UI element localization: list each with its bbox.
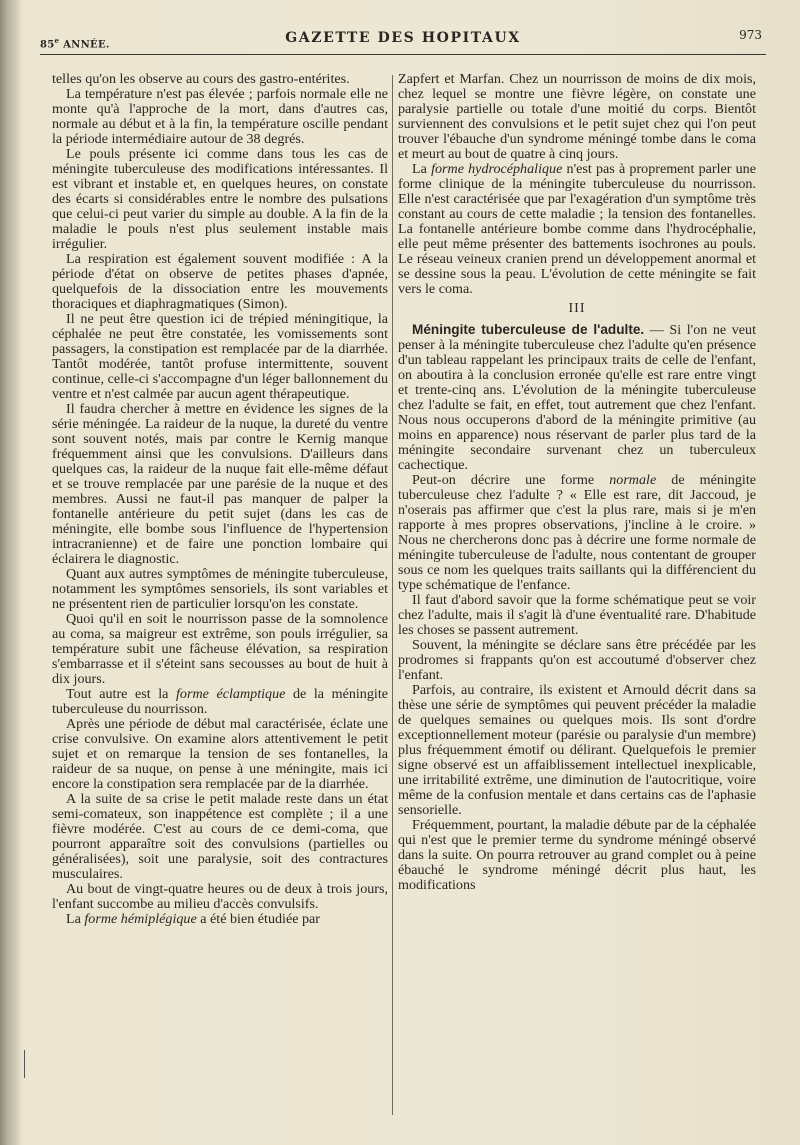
year-number: 85 <box>40 39 55 51</box>
paragraph: Souvent, la méningite se déclare sans être précédée par les prodromes si frappants qu'on est accoutumé d'observer chez l'enfant. <box>398 637 756 683</box>
page-header <box>40 24 766 55</box>
paragraph: Il faudra chercher à mettre en évidence les signes de la série méningée. La raideur de la nuque, la dureté du ventre sont souvent notés, mais par contre le Kernig manque fréquemment ainsi que les convulsions. D'ailleurs dans quelques cas, la raideur de la nuque fait elle-même défaut et se trouve remplacée par une parésie de la nuque et des membres. Aussi ne faut-il pas manquer de palper la fontanelle antérieure du petit sujet (dans les cas de méningite, elle bombe sous l'influence de l'hypertension intracranienne) et de faire une ponction lombaire qui éclairera le diagnostic. <box>52 401 388 567</box>
paragraph: Fréquemment, pourtant, la maladie débute par de la céphalée qui n'est que le premier terme du syndrome méningé observé dans la suite. On pourra retrouver au grand complet ou à peine ébauché le syndrome méningé décrit plus haut, les modifications <box>398 817 756 893</box>
journal-title: GAZETTE DES HOPITAUX <box>285 30 521 46</box>
column-divider <box>392 75 393 1115</box>
paragraph-text: a été bien étudiée par <box>196 911 320 927</box>
paragraph: telles qu'on les observe au cours des gastro-entérites. <box>52 71 350 87</box>
paragraph: La température n'est pas élevée ; parfois normale elle ne monte qu'à l'approche de la mort, dans d'autres cas, normale au début et à la fin, la température oscille pendant la période intermédiaire autour de 38 degrés. <box>52 86 388 147</box>
paragraph: Il ne peut être question ici de trépied méningitique, la céphalée ne peut être constatée, les vomissements sont passagers, la constipation est remplacée par de la diarrhée. Tantôt modérée, tantôt profuse intermittente, souvent continue, celle-ci s'accompagne d'un léger ballonnement du ventre et n'est calmée par aucun agent thérapeutique. <box>52 311 388 402</box>
subsection-heading: Méningite tuberculeuse de l'adulte. <box>412 322 645 337</box>
italic-term: normale <box>609 472 657 488</box>
paragraph-text: Tout autre est la <box>66 686 177 702</box>
paragraph-text: La <box>412 161 432 177</box>
page-binding-edge <box>0 0 22 1145</box>
paragraph <box>398 473 756 593</box>
right-column <box>398 72 756 1121</box>
paragraph-text: — Si l'on ne veut penser à la méningite tuberculeuse chez l'adulte qu'en présence d'un tableau rappelant les principaux traits de celle de l'enfant, on aboutira à la conclusion erronée qu'elle est rare entre vingt et trente-cinq ans. L'évolution de la méningite tuberculeuse chez l'adulte se fait, en effet, tout autrement que chez l'enfant. Nous nous occuperons d'abord de la méningite primitive (au moins en apparence) nous réservant de parler plus tard de la méningite secondaire survenant chez un tuberculeux cachectique. <box>398 322 756 473</box>
paragraph: Il faut d'abord savoir que la forme schématique peut se voir chez l'adulte, mais il s'agit là d'une éventualité rare. D'habitude les choses se passent autrement. <box>398 592 756 638</box>
paragraph <box>52 912 388 927</box>
paragraph-text: de la méningite tuberculeuse du nourrisson. <box>52 686 388 717</box>
paragraph-text: n'est pas à proprement parler une forme clinique de la méningite tuberculeuse du nourrisson. Elle n'est caractérisée que par l'exagération d'un symptôme très constant au cours de cette maladie ; la tension des fontanelles. La fontanelle antérieure bombe comme dans l'hydrocéphalie, elle peut même présenter des battements isochrones au pouls. Le réseau veineux cranien prend un développement anormal et se dessine sous la peau. L'évolution de cette méningite se fait vers le coma. <box>398 161 756 297</box>
paragraph: Après une période de début mal caractérisée, éclate une crise convulsive. On examine alors attentivement le petit sujet et on remarque la tension de ses fontanelles, la raideur de sa nuque, on pense à une méningite, mais ici encore la constipation sera remplacée par de la diarrhée. <box>52 716 388 792</box>
paragraph-text: Peut-on décrire une forme <box>412 472 610 488</box>
paragraph <box>52 687 388 717</box>
paragraph: A la suite de sa crise le petit malade reste dans un état semi-comateux, son inappétence est complète ; il a une fièvre modérée. C'est au cours de ce demi-coma, que pourront apparaître soit des convulsions (partielles ou généralisées), soit une paralysie, soit des contractures musculaires. <box>52 791 388 882</box>
paragraph-text: La <box>66 911 85 927</box>
italic-term: forme hémiplégique <box>84 911 197 927</box>
year-suffix: ANNÉE. <box>59 39 110 51</box>
paragraph-text: de méningite tuberculeuse chez l'adulte ? « Elle est rare, dit Jaccoud, je n'oserais pas affirmer que c'est la plus rare, mais si je m'en rapporte à mes propres observations, j'incline à le croire. » Nous ne chercherons donc pas à décrire une forme normale de méningite tuberculeuse de l'adulte, nous contentant de grouper sous ce nom les quelques traits saillants qui la différencient du type schématique de l'enfance. <box>398 472 756 593</box>
year-superscript: e <box>54 36 60 45</box>
paragraph: Le pouls présente ici comme dans tous les cas de méningite tuberculeuse des modifications intéressantes. Il est vibrant et instable et, en quelques heures, on constate des écarts si considérables entre le nombre des pulsations que celui-ci peut varier du simple au double. A la fin de la maladie le pouls n'est plus seulement instable mais irrégulier. <box>52 146 388 252</box>
italic-term: forme hydrocéphalique <box>431 161 563 177</box>
paragraph <box>398 162 756 297</box>
margin-mark <box>24 1050 25 1078</box>
italic-term: forme éclamptique <box>176 686 286 702</box>
paragraph: La respiration est également souvent modifiée : A la période d'état on observe de petites phases d'apnée, quelquefois de la dissociation entre les mouvements thoraciques et diaphragmatiques (Simon). <box>52 251 388 312</box>
paragraph: Au bout de vingt-quatre heures ou de deux à trois jours, l'enfant succombe au milieu d'accès convulsifs. <box>52 881 388 912</box>
paragraph: Quoi qu'il en soit le nourrisson passe de la somnolence au coma, sa maigreur est extrême, son pouls irrégulier, sa température subit une fâcheuse élévation, sa respiration s'embarrasse et il s'éteint sans secousses au bout de huit à dix jours. <box>52 611 388 687</box>
section-heading: III <box>568 301 586 316</box>
paragraph <box>398 322 756 473</box>
paragraph: Zapfert et Marfan. Chez un nourrisson de moins de dix mois, chez lequel se montre une fièvre légère, on constate une paralysie partielle ou totale d'une moitié du corps. Bientôt surviennent des convulsions et le petit sujet chez qui l'on peut trouver l'ébauche d'un syndrome méningé tombe dans le coma et meurt au bout de quatre à cinq jours. <box>398 71 756 162</box>
paragraph: Parfois, au contraire, ils existent et Arnould décrit dans sa thèse une série de symptômes qui peuvent précéder la maladie de quelques semaines ou quelques mois. Ils sont d'ordre exceptionnellement moteur (parésie ou paralysie d'un membre) plus fréquemment émotif ou délirant. Quelquefois le premier signe observé est un affaiblissement intellectuel inexplicable, une irritabilité extrême, une diminution de l'autocritique, voire même de la confusion mentale et dans certains cas de l'aphasie sensorielle. <box>398 682 756 818</box>
left-column <box>52 72 388 1121</box>
page-number: 973 <box>739 28 762 42</box>
paragraph: Quant aux autres symptômes de méningite tuberculeuse, notamment les symptômes sensoriels, ils sont variables et ne présentent rien de particulier lorsqu'on les constate. <box>52 566 388 612</box>
